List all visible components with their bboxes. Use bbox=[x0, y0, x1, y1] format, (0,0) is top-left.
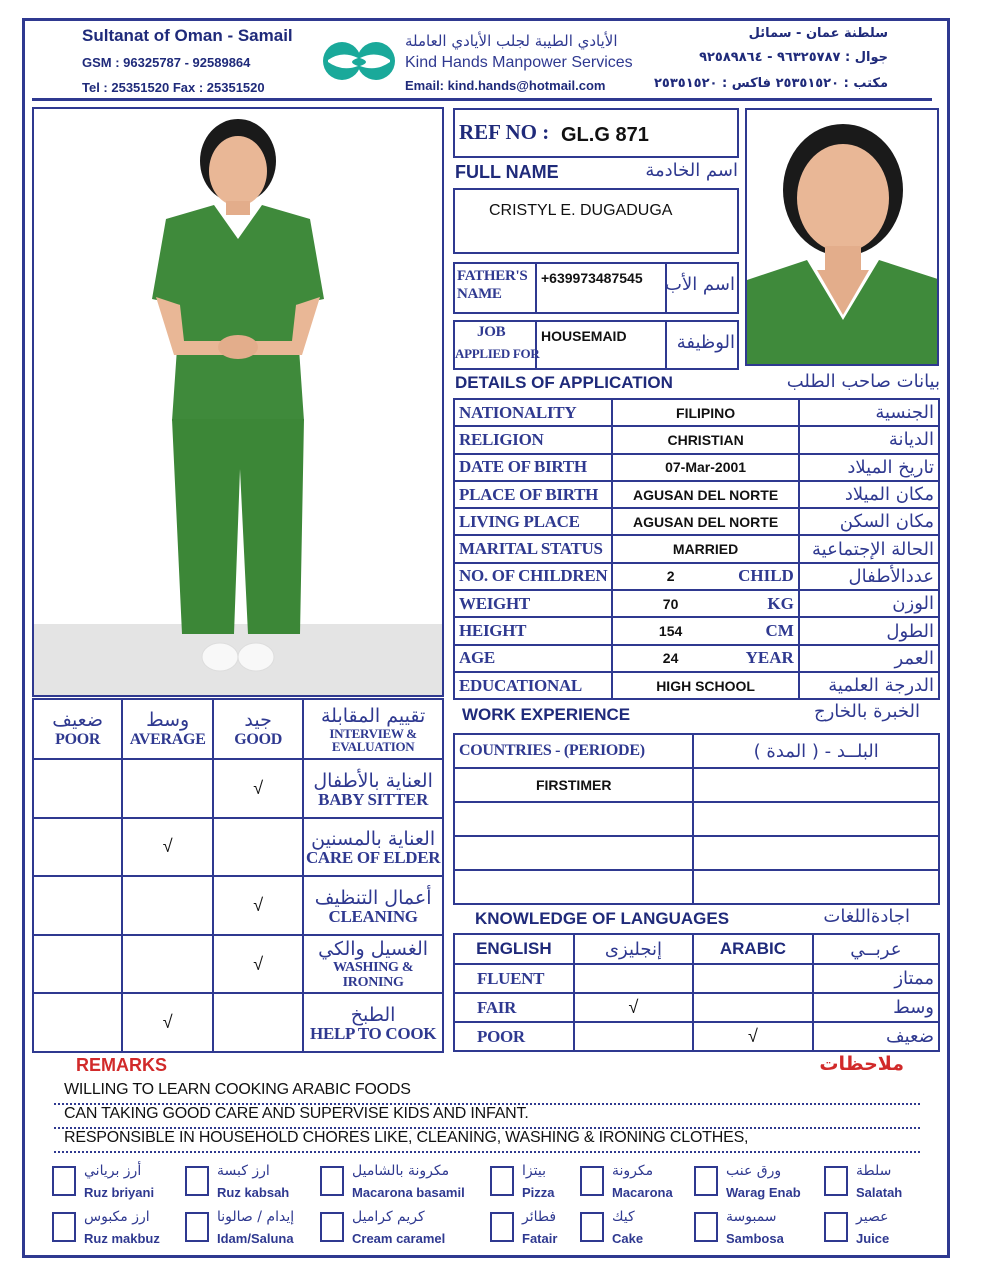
food-name-en: Fatair bbox=[522, 1231, 558, 1246]
food-name-en: Sambosa bbox=[726, 1231, 784, 1246]
details-row bbox=[454, 563, 939, 590]
evaluation-poor-mark bbox=[33, 993, 122, 1052]
details-label-ar: الجنسية bbox=[799, 399, 939, 426]
language-level-ar: ضعيف bbox=[813, 1022, 939, 1051]
office-ar: مكتب : ٢٥٣٥١٥٢٠ فاكس : ٢٥٣٥١٥٢٠ bbox=[653, 76, 888, 91]
lang-header-arabic: ARABIC bbox=[693, 934, 813, 964]
language-row bbox=[454, 964, 939, 993]
details-value: AGUSAN DEL NORTE bbox=[632, 513, 779, 530]
details-value: AGUSAN DEL NORTE bbox=[632, 486, 779, 503]
details-label: AGE bbox=[454, 645, 612, 672]
evaluation-skill-ar: الطبخ bbox=[350, 1004, 396, 1027]
arabic-mark bbox=[693, 993, 813, 1022]
full-name-box bbox=[453, 188, 739, 254]
details-label-ar: العمر bbox=[799, 645, 939, 672]
details-row bbox=[454, 617, 939, 644]
tel-fax-text: Tel : 25351520 Fax : 25351520 bbox=[82, 80, 265, 95]
mobile-ar: جوال : ٩٦٣٢٥٧٨٧ - ٩٢٥٨٩٨٦٤ bbox=[699, 50, 888, 65]
languages-title: KNOWLEDGE OF LANGUAGES bbox=[475, 909, 730, 928]
evaluation-skill-ar: العناية بالأطفال bbox=[313, 769, 433, 792]
job-box bbox=[453, 320, 739, 370]
food-checkbox[interactable] bbox=[580, 1166, 604, 1196]
details-row bbox=[454, 508, 939, 535]
evaluation-skill-en: HELP TO COOK bbox=[310, 1024, 437, 1044]
details-label-ar: الحالة الإجتماعية bbox=[799, 535, 939, 562]
details-label: EDUCATIONAL bbox=[454, 672, 612, 699]
language-row bbox=[454, 993, 939, 1022]
evaluation-skill-en: WASHING & IRONING bbox=[333, 960, 414, 991]
work-country bbox=[454, 836, 693, 870]
details-value-cell bbox=[612, 399, 798, 426]
work-period bbox=[693, 836, 939, 870]
father-value: +639973487545 bbox=[541, 270, 643, 286]
details-label: WEIGHT bbox=[454, 590, 612, 617]
arabic-mark bbox=[693, 964, 813, 993]
work-experience-title: WORK EXPERIENCE bbox=[462, 705, 631, 724]
food-name-en: Juice bbox=[856, 1231, 890, 1246]
food-name-en: Cream caramel bbox=[352, 1231, 446, 1246]
email-text: Email: kind.hands@hotmail.com bbox=[405, 78, 606, 93]
gsm-text: GSM : 96325787 - 92589864 bbox=[82, 55, 251, 70]
food-checkbox[interactable] bbox=[320, 1166, 344, 1196]
details-value-cell bbox=[612, 426, 798, 453]
details-unit: CM bbox=[765, 621, 794, 641]
work-experience-row bbox=[454, 870, 939, 904]
remarks-label-ar: ملاحظات bbox=[819, 1053, 904, 1075]
details-value-cell bbox=[612, 563, 798, 590]
details-value: 2 bbox=[666, 568, 675, 585]
language-level-ar: ممتاز bbox=[813, 964, 939, 993]
evaluation-skill-ar: العناية بالمسنين bbox=[311, 828, 436, 851]
language-level-ar: وسط bbox=[813, 993, 939, 1022]
food-checkbox[interactable] bbox=[580, 1212, 604, 1242]
details-value-cell bbox=[612, 481, 798, 508]
details-label-ar: مكان الميلاد bbox=[799, 481, 939, 508]
work-experience-title-ar: الخبرة بالخارج bbox=[813, 701, 920, 722]
evaluation-average-mark bbox=[122, 935, 213, 994]
company-name-en: Kind Hands Manpower Services bbox=[405, 54, 633, 71]
food-name-en: Macarona basamil bbox=[352, 1185, 465, 1200]
details-row bbox=[454, 426, 939, 453]
details-label: MARITAL STATUS bbox=[454, 535, 612, 562]
details-label-ar: مكان السكن bbox=[799, 508, 939, 535]
work-experience-row bbox=[454, 802, 939, 836]
food-name-en: Pizza bbox=[522, 1185, 555, 1200]
eval-header-interview: تقييم المقابلة INTERVIEW & EVALUATION bbox=[303, 699, 443, 759]
details-value: CHRISTIAN bbox=[667, 431, 744, 448]
food-name-en: Idam/Saluna bbox=[217, 1231, 294, 1246]
evaluation-good-mark: √ bbox=[213, 935, 303, 994]
language-row bbox=[454, 1022, 939, 1051]
details-value-cell bbox=[612, 590, 798, 617]
food-name-ar: بيتزا bbox=[522, 1163, 546, 1179]
languages-title-ar: اجادةاللغات bbox=[823, 906, 910, 927]
food-name-en: Macarona bbox=[612, 1185, 673, 1200]
details-label-ar: الوزن bbox=[799, 590, 939, 617]
ref-box bbox=[453, 108, 739, 158]
food-checkbox[interactable] bbox=[490, 1166, 514, 1196]
food-name-en: Salatah bbox=[856, 1185, 903, 1200]
details-title-ar: بيانات صاحب الطلب bbox=[786, 371, 940, 392]
food-name-en: Ruz kabsah bbox=[217, 1185, 290, 1200]
food-name-ar: سلطة bbox=[856, 1163, 892, 1179]
details-row bbox=[454, 535, 939, 562]
details-value: HIGH SCHOOL bbox=[656, 677, 755, 694]
food-name-ar: إيدام / صالونا bbox=[217, 1209, 295, 1225]
details-label-ar: الدرجة العلمية bbox=[799, 672, 939, 699]
details-value: MARRIED bbox=[672, 541, 739, 558]
work-experience-row bbox=[454, 836, 939, 870]
work-country bbox=[454, 802, 693, 836]
details-value: FILIPINO bbox=[676, 404, 736, 421]
evaluation-good-mark bbox=[213, 993, 303, 1052]
evaluation-poor-mark bbox=[33, 935, 122, 994]
details-label: LIVING PLACE bbox=[454, 508, 612, 535]
details-value: 07-Mar-2001 bbox=[665, 459, 747, 476]
evaluation-average-mark bbox=[122, 876, 213, 935]
work-country: FIRSTIMER bbox=[454, 768, 693, 802]
details-value-cell bbox=[612, 454, 798, 481]
countries-header: COUNTRIES - (PERIODE) bbox=[454, 734, 693, 768]
english-mark bbox=[574, 1022, 693, 1051]
details-unit: YEAR bbox=[745, 648, 794, 668]
evaluation-skill bbox=[303, 759, 443, 818]
details-label-ar: تاريخ الميلاد bbox=[799, 454, 939, 481]
evaluation-average-mark bbox=[122, 759, 213, 818]
kind-hands-logo bbox=[318, 40, 400, 82]
evaluation-skill-en: CLEANING bbox=[328, 906, 418, 926]
lang-header-arabic-ar: عربــي bbox=[813, 934, 939, 964]
details-value: 24 bbox=[662, 650, 679, 667]
evaluation-row bbox=[33, 818, 443, 877]
food-name-ar: كيك bbox=[612, 1209, 635, 1225]
header-divider bbox=[32, 98, 932, 101]
languages-table bbox=[453, 933, 940, 1052]
father-label-1: FATHER'S bbox=[457, 268, 528, 284]
portrait-photo bbox=[745, 108, 939, 366]
food-checkbox[interactable] bbox=[185, 1212, 209, 1242]
food-name-ar: مكرونة بالشاميل bbox=[352, 1163, 450, 1179]
evaluation-skill-en: BABY SITTER bbox=[318, 789, 429, 809]
food-name-ar: كريم كراميل bbox=[352, 1209, 425, 1225]
details-value: 70 bbox=[662, 595, 679, 612]
english-mark: √ bbox=[574, 993, 693, 1022]
job-label-2: APPLIED FOR bbox=[455, 346, 540, 361]
details-row bbox=[454, 454, 939, 481]
evaluation-good-mark: √ bbox=[213, 876, 303, 935]
details-label: PLACE OF BIRTH bbox=[454, 481, 612, 508]
details-row bbox=[454, 672, 939, 699]
evaluation-good-mark: √ bbox=[213, 759, 303, 818]
food-checkbox[interactable] bbox=[490, 1212, 514, 1242]
ref-value: GL.G 871 bbox=[561, 124, 649, 146]
father-label-ar: اسم الأب bbox=[665, 274, 735, 295]
food-checkbox[interactable] bbox=[824, 1166, 848, 1196]
details-value: 154 bbox=[658, 623, 683, 640]
details-unit: CHILD bbox=[738, 566, 794, 586]
work-experience-row bbox=[454, 768, 939, 802]
food-name-en: Ruz briyani bbox=[84, 1185, 155, 1200]
evaluation-skill-ar: أعمال التنظيف bbox=[314, 886, 432, 909]
eval-header-good: جيد GOOD bbox=[213, 699, 303, 759]
lang-header-english: ENGLISH bbox=[454, 934, 574, 964]
evaluation-skill-ar: الغسيل والكي bbox=[318, 938, 429, 961]
food-checkbox[interactable] bbox=[694, 1212, 718, 1242]
evaluation-poor-mark bbox=[33, 876, 122, 935]
full-name-value: CRISTYL E. DUGADUGA bbox=[489, 202, 673, 219]
ref-label: REF NO : bbox=[459, 120, 550, 144]
food-checkbox[interactable] bbox=[185, 1166, 209, 1196]
food-name-en: Warag Enab bbox=[726, 1185, 801, 1200]
location-ar: سلطنة عمان - سمائل bbox=[748, 26, 888, 41]
english-mark bbox=[574, 964, 693, 993]
food-checkbox[interactable] bbox=[320, 1212, 344, 1242]
company-location-en: Sultanat of Oman - Samail bbox=[82, 26, 293, 45]
details-label-ar: عددالأطفال bbox=[799, 563, 939, 590]
company-name-ar: الأيادي الطيبة لجلب الأيادي العاملة bbox=[405, 32, 618, 50]
work-period bbox=[693, 768, 939, 802]
evaluation-skill-en: CARE OF ELDER bbox=[305, 848, 441, 868]
evaluation-skill bbox=[303, 993, 443, 1052]
food-name-ar: أرز برياني bbox=[84, 1163, 142, 1179]
details-table bbox=[453, 398, 940, 700]
evaluation-skill bbox=[303, 818, 443, 877]
remark-line-3: RESPONSIBLE IN HOUSEHOLD CHORES LIKE, CLEANING, WASHING & IRONING CLOTHES, bbox=[64, 1129, 749, 1146]
details-value-cell bbox=[612, 535, 798, 562]
language-level: POOR bbox=[454, 1022, 574, 1051]
evaluation-skill bbox=[303, 876, 443, 935]
work-period bbox=[693, 802, 939, 836]
details-row bbox=[454, 399, 939, 426]
remark-line-2: CAN TAKING GOOD CARE AND SUPERVISE KIDS AND INFANT. bbox=[64, 1105, 529, 1122]
evaluation-row bbox=[33, 993, 443, 1052]
food-checkbox[interactable] bbox=[694, 1166, 718, 1196]
eval-header-average: وسط AVERAGE bbox=[122, 699, 213, 759]
remark-divider-3 bbox=[54, 1151, 920, 1153]
food-checkbox[interactable] bbox=[824, 1212, 848, 1242]
details-label: DATE OF BIRTH bbox=[454, 454, 612, 481]
food-name-ar: ارز مكبوس bbox=[84, 1209, 150, 1225]
work-country bbox=[454, 870, 693, 904]
remarks-label: REMARKS bbox=[76, 1055, 168, 1075]
details-label: NATIONALITY bbox=[454, 399, 612, 426]
food-name-ar: ارز كبسة bbox=[217, 1163, 270, 1179]
father-label-2: NAME bbox=[457, 286, 502, 302]
job-label-ar: الوظيفة bbox=[676, 332, 735, 353]
details-row bbox=[454, 590, 939, 617]
full-body-photo bbox=[32, 107, 444, 697]
father-box bbox=[453, 262, 739, 314]
work-experience-table bbox=[453, 733, 940, 905]
evaluation-row bbox=[33, 759, 443, 818]
food-name-en: Cake bbox=[612, 1231, 644, 1246]
food-name-ar: ورق عنب bbox=[726, 1163, 782, 1179]
evaluation-average-mark: √ bbox=[122, 993, 213, 1052]
food-name-ar: عصير bbox=[856, 1209, 889, 1225]
arabic-mark: √ bbox=[693, 1022, 813, 1051]
details-label-ar: الطول bbox=[799, 617, 939, 644]
details-title: DETAILS OF APPLICATION bbox=[455, 373, 673, 392]
details-label: RELIGION bbox=[454, 426, 612, 453]
details-label: NO. OF CHILDREN bbox=[454, 563, 612, 590]
details-value-cell bbox=[612, 672, 798, 699]
language-level: FAIR bbox=[454, 993, 574, 1022]
job-label-1: JOB bbox=[477, 324, 506, 340]
evaluation-skill bbox=[303, 935, 443, 994]
evaluation-average-mark: √ bbox=[122, 818, 213, 877]
remark-line-1: WILLING TO LEARN COOKING ARABIC FOODS bbox=[64, 1081, 411, 1098]
eval-header-poor: ضعيف POOR bbox=[33, 699, 122, 759]
full-name-label-ar: اسم الخادمة bbox=[645, 160, 738, 181]
details-row bbox=[454, 645, 939, 672]
details-value-cell bbox=[612, 645, 798, 672]
evaluation-table bbox=[32, 698, 444, 1053]
lang-header-english-ar: إنجليزى bbox=[574, 934, 693, 964]
evaluation-row bbox=[33, 935, 443, 994]
evaluation-poor-mark bbox=[33, 818, 122, 877]
food-name-ar: فطائر bbox=[522, 1209, 557, 1225]
evaluation-row bbox=[33, 876, 443, 935]
details-row bbox=[454, 481, 939, 508]
food-name-ar: مكرونة bbox=[612, 1163, 654, 1179]
food-checkbox[interactable] bbox=[52, 1166, 76, 1196]
evaluation-poor-mark bbox=[33, 759, 122, 818]
language-level: FLUENT bbox=[454, 964, 574, 993]
food-name-ar: سمبوسة bbox=[726, 1209, 777, 1225]
job-value: HOUSEMAID bbox=[541, 328, 627, 344]
food-name-en: Ruz makbuz bbox=[84, 1231, 160, 1246]
evaluation-good-mark bbox=[213, 818, 303, 877]
full-name-label: FULL NAME bbox=[455, 162, 559, 182]
food-checkbox[interactable] bbox=[52, 1212, 76, 1242]
details-unit: KG bbox=[767, 593, 794, 613]
details-label-ar: الديانة bbox=[799, 426, 939, 453]
countries-header-ar: البلــد - ( المدة ) bbox=[693, 734, 939, 768]
details-label: HEIGHT bbox=[454, 617, 612, 644]
details-value-cell bbox=[612, 617, 798, 644]
details-value-cell bbox=[612, 508, 798, 535]
work-period bbox=[693, 870, 939, 904]
